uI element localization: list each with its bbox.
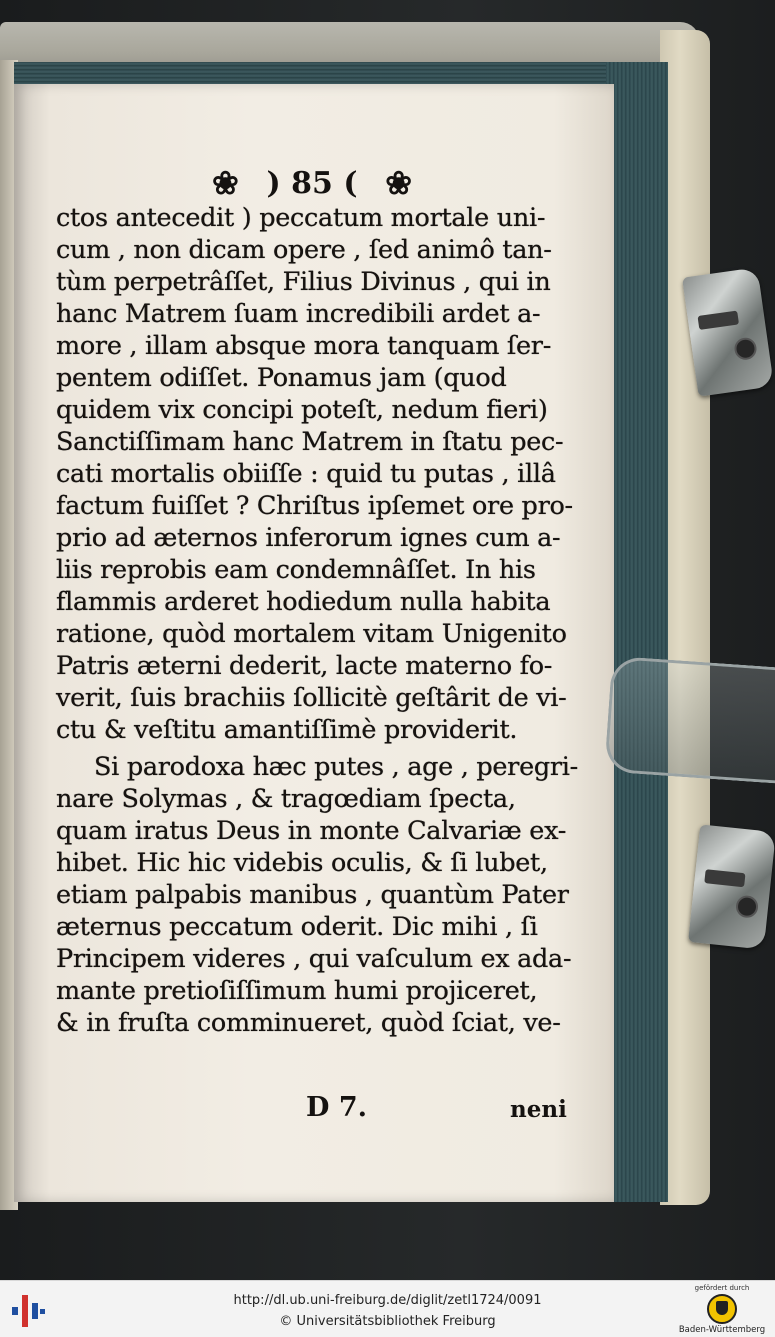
text-line: verit, ſuis brachiis ſollicitè geſtârit de vi- <box>56 683 567 713</box>
page-block-fore-edge <box>606 62 668 1202</box>
text-line: flammis arderet hodiedum nulla habita <box>56 587 551 617</box>
text-line: ctos antecedit ) peccatum mortale uni- <box>56 203 546 233</box>
text-line: factum fuiſſet ? Chriſtus ipſemet ore pro- <box>56 491 573 521</box>
ornament-left-icon: ❀ <box>212 164 239 202</box>
permalink-url[interactable]: http://dl.ub.uni-freiburg.de/diglit/zetl1724/0091 <box>233 1293 542 1308</box>
text-line: Sanctiſſimam hanc Matrem in ſtatu pec- <box>56 427 564 457</box>
text-line: Si parodoxa hæc putes , age , peregri- <box>94 752 578 782</box>
text-line: prio ad æternos inferorum ignes cum a- <box>56 523 561 553</box>
text-line: pentem odiſſet. Ponamus jam (quod <box>56 363 507 393</box>
catchword: neni <box>510 1096 567 1123</box>
text-line: cum , non dicam opere , ſed animô tan- <box>56 235 552 265</box>
text-line: etiam palpabis manibus , quantùm Pater <box>56 880 569 910</box>
text-line: Principem videres , qui vaſculum ex ada- <box>56 944 572 974</box>
text-line: liis reprobis eam condemnâſſet. In his <box>56 555 536 585</box>
text-line: æternus peccatum oderit. Dic mihi , ſi <box>56 912 538 942</box>
text-line: more , illam absque mora tanquam ſer- <box>56 331 552 361</box>
clasp-lower <box>688 824 775 949</box>
text-line: quam iratus Deus in monte Calvariæ ex- <box>56 816 567 846</box>
signature-mark: D 7. <box>306 1092 368 1123</box>
page-header <box>212 164 412 202</box>
text-line: nare Solymas , & tragœdiam ſpecta, <box>56 784 516 814</box>
text-line: tùm perpetrâſſet, Filius Divinus , qui in <box>56 267 551 297</box>
text-line: mante pretioſiſſimum humi projiceret, <box>56 976 538 1006</box>
text-line: quidem vix concipi poteſt, nedum fieri) <box>56 395 548 425</box>
clasp-upper <box>682 267 774 396</box>
ornament-right-icon: ❀ <box>385 164 412 202</box>
state-seal-icon <box>707 1294 737 1324</box>
text-line: hanc Matrem ſuam incredibili ardet a- <box>56 299 541 329</box>
text-line: & in fruſta comminueret, quòd ſciat, ve- <box>56 1008 561 1038</box>
viewer-footer <box>0 1280 775 1337</box>
text-line: ctu & veſtitu amantiſſimè providerit. <box>56 715 518 745</box>
glass-page-holder <box>604 656 775 784</box>
text-line: ratione, quòd mortalem vitam Unigenito <box>56 619 567 649</box>
sponsor-state: Baden-Württemberg <box>678 1325 766 1335</box>
sponsor-logo[interactable] <box>676 1284 768 1336</box>
text-line: cati mortalis obiiſſe : quid tu putas , illâ <box>56 459 556 489</box>
page-number: ) 85 ( <box>266 165 358 201</box>
sponsor-text: gefördert durch <box>694 1284 750 1292</box>
copyright-notice: © Universitätsbibliothek Freiburg <box>279 1314 496 1329</box>
text-line: Patris æterni dederit, lacte materno fo- <box>56 651 553 681</box>
text-line: hibet. Hic hic videbis oculis, & ſi lubet, <box>56 848 548 878</box>
